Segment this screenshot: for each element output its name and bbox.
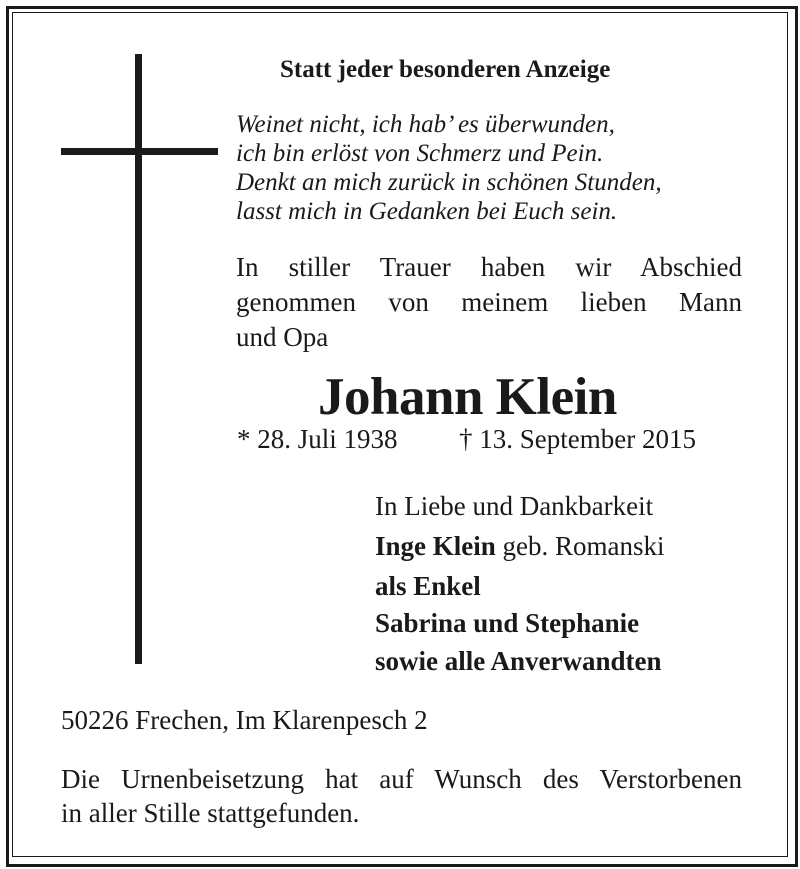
intro-line: In stiller Trauer haben wir Abschied: [236, 252, 742, 282]
address: 50226 Frechen, Im Klarenpesch 2: [61, 705, 428, 735]
birth-date: * 28. Juli 1938: [237, 424, 398, 454]
death-date: † 13. September 2015: [459, 424, 696, 454]
widow-line: [375, 526, 665, 566]
grandchildren-names: Sabrina und Stephanie: [375, 608, 640, 638]
poem: [236, 110, 662, 226]
burial-note-line: Die Urnenbeisetzung hat auf Wunsch des Verstorbenen: [61, 764, 742, 794]
poem-line: Weinet nicht, ich hab’ es überwunden,: [236, 111, 615, 138]
poem-line: ich bin erlöst von Schmerz und Pein.: [236, 140, 604, 167]
poem-line: Denkt an mich zurück in schönen Stunden,: [236, 169, 662, 196]
grandchildren-label: als Enkel: [375, 571, 481, 601]
intro-line: genommen von meinem lieben Mann: [236, 287, 742, 317]
widow-name: Inge Klein: [375, 531, 496, 561]
relatives-line: sowie alle Anverwandten: [375, 646, 662, 676]
notice-headline: Statt jeder besonderen Anzeige: [280, 56, 611, 83]
dedication-line: In Liebe und Dankbarkeit: [375, 491, 654, 521]
intro-text: [236, 250, 742, 355]
deceased-name: Johann Klein: [318, 368, 617, 426]
cross-horizontal-bar: [61, 148, 218, 155]
burial-note-line: in aller Stille stattgefunden.: [61, 798, 360, 828]
cross-vertical-bar: [135, 54, 142, 664]
burial-note: [61, 762, 742, 830]
intro-line: und Opa: [236, 322, 329, 352]
signers: [375, 486, 665, 681]
widow-maiden-name: geb. Romanski: [502, 531, 665, 561]
poem-line: lasst mich in Gedanken bei Euch sein.: [236, 198, 618, 225]
